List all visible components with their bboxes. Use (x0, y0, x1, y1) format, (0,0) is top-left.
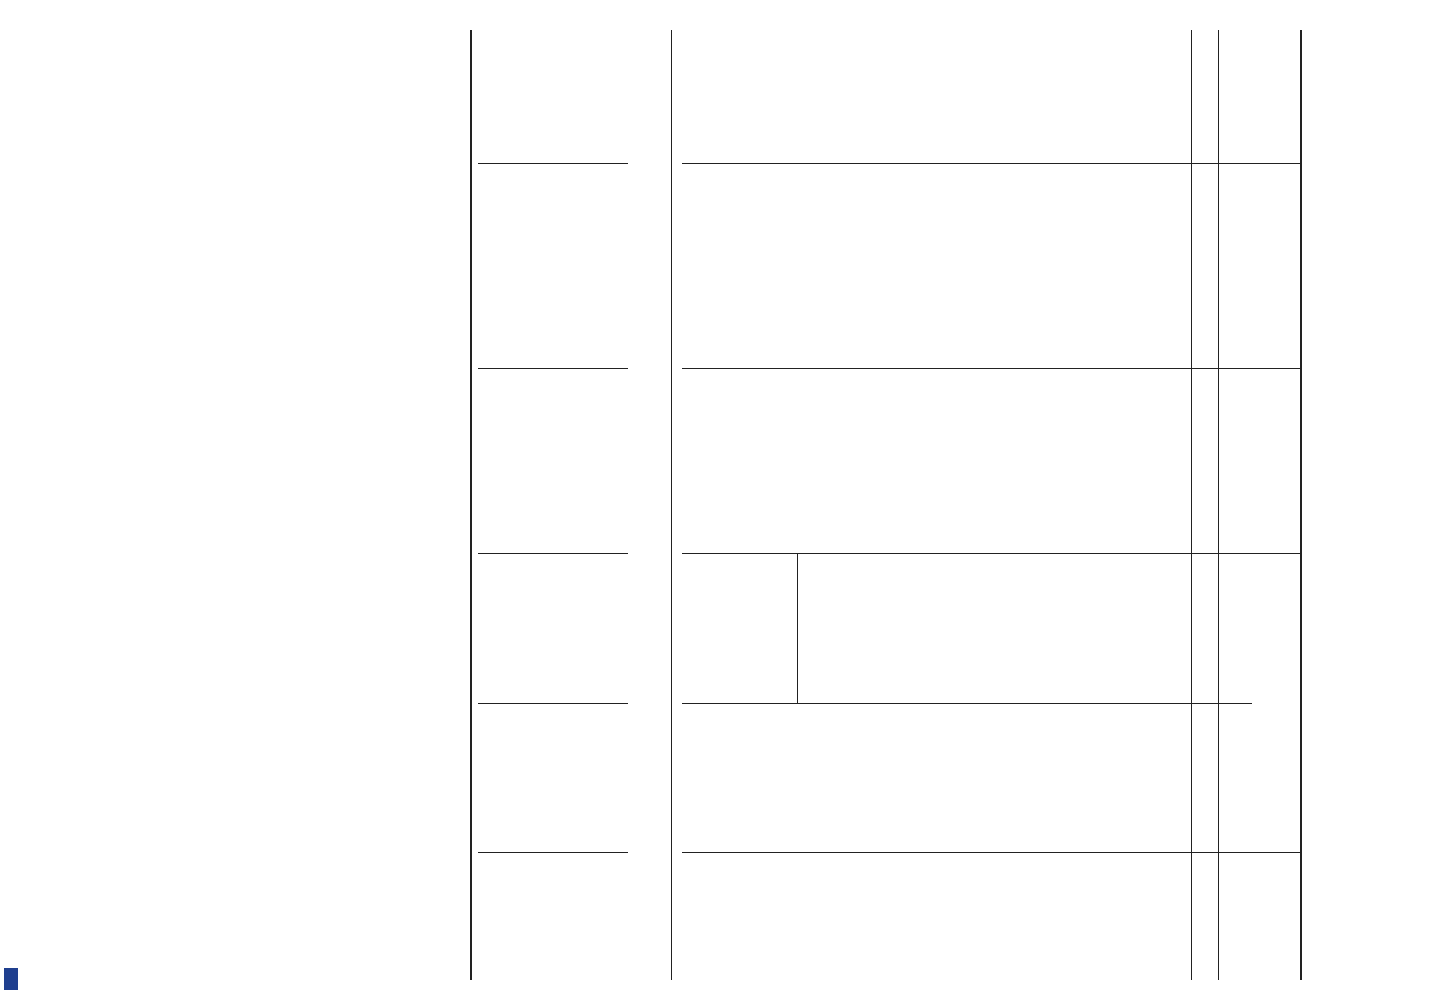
v-rule (682, 553, 1302, 554)
net-rule (797, 553, 798, 703)
digitization-credit (0, 600, 24, 1000)
table-bottom-rule (470, 30, 472, 980)
v-rule (682, 163, 1302, 164)
table-top-rule (1300, 30, 1302, 980)
v-rule (682, 368, 1302, 369)
subheader-rule (1191, 30, 1192, 980)
section-rule (671, 30, 672, 980)
v-rule (478, 852, 628, 853)
v-rule (682, 703, 1252, 704)
v-rule (478, 553, 628, 554)
v-rule (478, 163, 628, 164)
v-rule (478, 703, 628, 704)
header-rule (1218, 30, 1219, 980)
v-rule (682, 852, 1302, 853)
v-rule (478, 368, 628, 369)
dfg-logo (4, 968, 18, 990)
